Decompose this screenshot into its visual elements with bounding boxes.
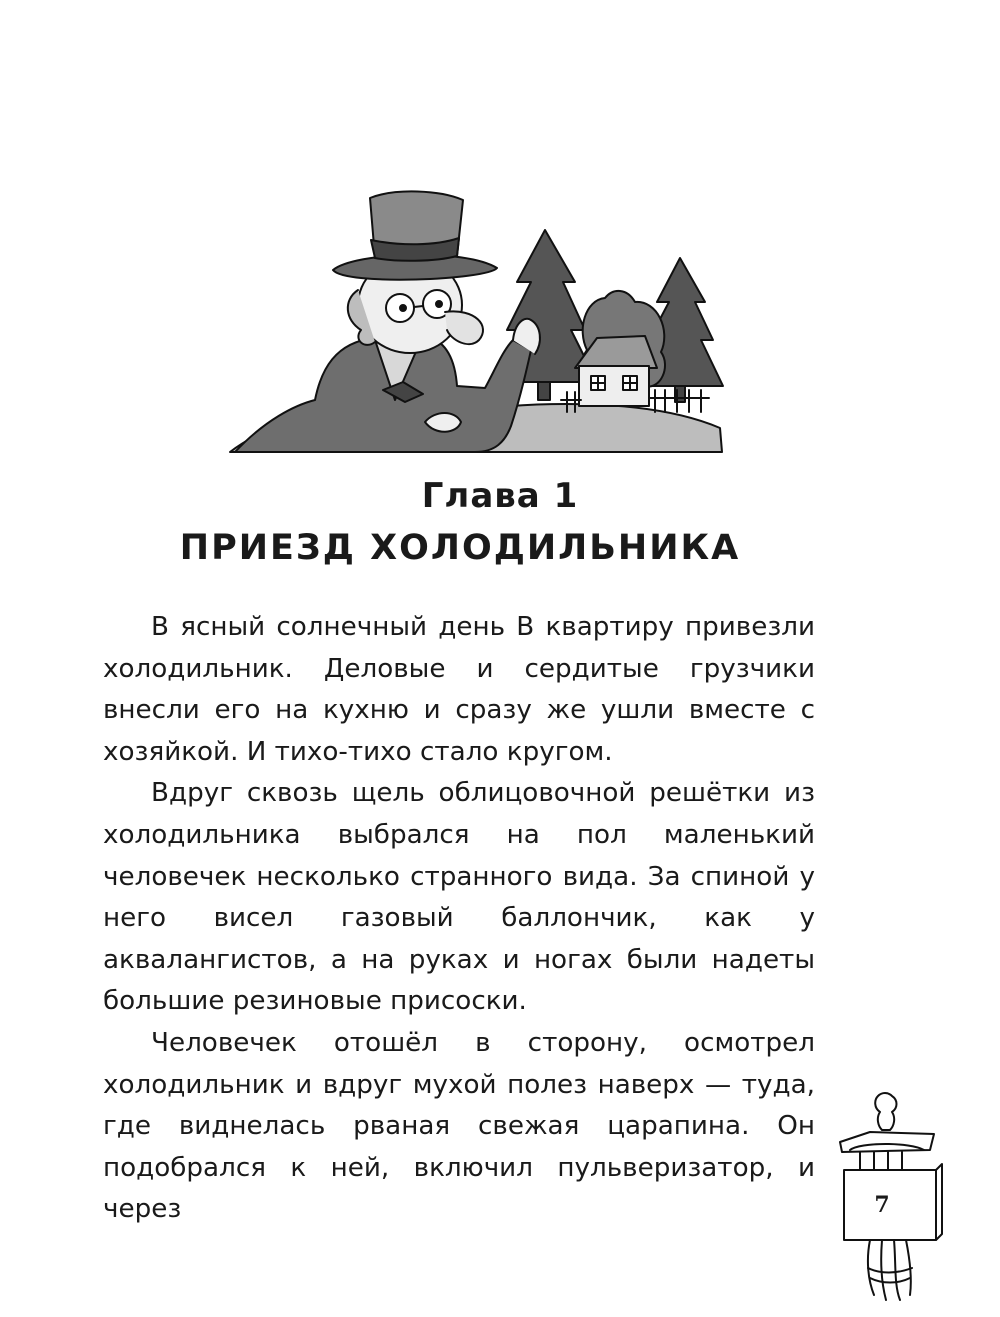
chapter-title: ПРИЕЗД ХОЛОДИЛЬНИКА — [179, 528, 741, 568]
top-hat-man-icon — [235, 191, 540, 452]
paragraph: В ясный солнечный день В квартиру привезли холодильник. Деловые и сердитые грузчики внесли его на кухню и сразу же ушли вместе с хозяйкой. И тихо-тихо стало кругом. — [103, 612, 815, 767]
paragraph: Человечек отошёл в сторону, осмотрел холодильник и вдруг мухой полез наверх — туда, где виднелась рваная свежая царапина. Он подобрался к ней, включил пульверизатор, и через — [103, 1027, 815, 1225]
page-number: 7 — [874, 1192, 890, 1218]
body-text — [103, 607, 815, 1231]
paragraph: Вдруг сквозь щель облицовочной решётки из холодильника выбрался на пол маленький человечек несколько странного вида. За спиной у него висел газовый баллончик, как у аквалангистов, а на руках и ногах были надеты большие резиновые присоски. — [103, 778, 815, 1017]
chapter-illustration — [225, 190, 725, 455]
chapter-number: Глава 1 — [421, 476, 579, 516]
